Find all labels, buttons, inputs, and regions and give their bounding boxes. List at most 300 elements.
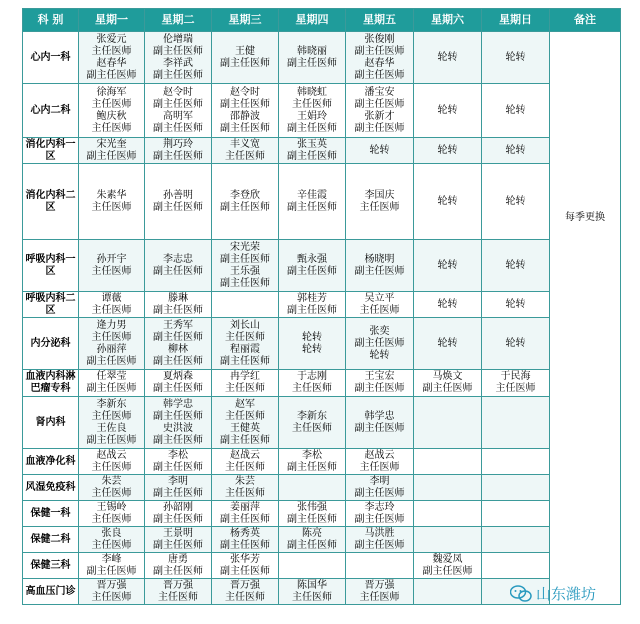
cell-text: 伦增瑞 (163, 33, 193, 45)
dept-name: 消化内科二区 (23, 164, 79, 240)
table-row (23, 397, 621, 449)
cell-text: 主任医师 (225, 591, 265, 603)
schedule-cell (279, 370, 346, 397)
cell-text: 赵令时 (163, 86, 193, 98)
table-row (23, 501, 621, 527)
cell-text: 主任医师 (91, 591, 132, 603)
header-wed: 星期三 (212, 9, 279, 32)
schedule-cell (145, 138, 212, 164)
cell-text: 副主任医师 (354, 513, 405, 525)
cell-text: 主任医师 (91, 98, 132, 110)
header-sun: 星期日 (482, 9, 550, 32)
schedule-cell (346, 449, 414, 475)
schedule-cell (279, 164, 346, 240)
table-row (23, 138, 621, 164)
cell-text: 宋光奎 (96, 138, 127, 150)
cell-text: 冉学红 (230, 371, 260, 382)
cell-text: 副主任医师 (220, 434, 270, 446)
schedule-cell (145, 553, 212, 579)
header-row (23, 9, 621, 32)
cell-text: 朱素华 (96, 189, 127, 201)
schedule-cell (212, 164, 279, 240)
cell-text: 主任医师 (225, 461, 265, 473)
cell-text: 轮转 (437, 259, 458, 271)
cell-text: 王锡岭 (96, 501, 127, 513)
cell-text: 副主任医师 (153, 304, 203, 316)
cell-text: 于志刚 (297, 371, 327, 382)
cell-text: 张俊刚 (364, 33, 395, 45)
cell-text: 副主任医师 (220, 253, 270, 265)
cell-text: 副主任医师 (153, 539, 203, 551)
cell-text: 李松 (168, 449, 188, 461)
table-row (23, 475, 621, 501)
cell-text: 邵静波 (230, 110, 260, 122)
schedule-cell (482, 553, 550, 579)
cell-text: 史洪波 (163, 422, 193, 434)
schedule-cell (279, 240, 346, 292)
cell-text: 赵战云 (364, 449, 395, 461)
cell-text: 李国庆 (364, 189, 395, 201)
cell-text: 鲍庆秋 (96, 110, 127, 122)
schedule-cell (212, 318, 279, 370)
cell-text: 主任医师 (91, 265, 132, 277)
cell-text: 轮转 (505, 144, 526, 156)
cell-text: 副主任医师 (287, 265, 337, 277)
table-row (23, 449, 621, 475)
cell-text: 马焕文 (432, 371, 463, 382)
schedule-cell (145, 240, 212, 292)
cell-text: 主任医师 (91, 331, 132, 343)
schedule-cell (145, 370, 212, 397)
schedule-cell (212, 527, 279, 553)
cell-text: 韩晓虹 (297, 86, 327, 98)
cell-text: 朱芸 (235, 475, 255, 487)
cell-text: 王乐强 (230, 265, 260, 277)
schedule-cell (346, 164, 414, 240)
cell-text: 王健 (235, 45, 255, 57)
cell-text: 谭薇 (101, 292, 122, 304)
cell-text: 轮转 (437, 144, 458, 156)
cell-text: 陈亮 (302, 527, 322, 539)
schedule-cell (212, 292, 279, 318)
schedule-cell (145, 449, 212, 475)
dept-name: 保健一科 (23, 501, 79, 527)
cell-text: 姜丽萍 (230, 501, 260, 513)
table-row (23, 292, 621, 318)
cell-text: 副主任医师 (220, 355, 270, 367)
cell-text: 张新才 (364, 110, 395, 122)
schedule-cell (346, 138, 414, 164)
cell-text: 副主任医师 (153, 45, 203, 57)
cell-text: 张良 (101, 527, 122, 539)
cell-text: 滕琳 (168, 292, 188, 304)
schedule-cell (212, 475, 279, 501)
dept-name: 保健三科 (23, 553, 79, 579)
dept-name: 呼吸内科一区 (23, 240, 79, 292)
schedule-cell (79, 579, 145, 605)
cell-text: 轮转 (437, 195, 458, 207)
cell-text: 李松 (302, 449, 322, 461)
schedule-cell (346, 318, 414, 370)
dept-name: 保健二科 (23, 527, 79, 553)
schedule-cell (346, 527, 414, 553)
schedule-cell (279, 292, 346, 318)
cell-text: 轮转 (505, 104, 526, 116)
cell-text: 主任医师 (359, 591, 400, 603)
cell-text: 王宝宏 (364, 371, 395, 382)
cell-text: 主任医师 (91, 304, 132, 316)
cell-text: 主任医师 (292, 383, 332, 394)
dept-name: 消化内科一区 (23, 138, 79, 164)
schedule-cell (346, 292, 414, 318)
cell-text: 主任医师 (91, 513, 132, 525)
cell-text: 轮转 (302, 331, 322, 343)
cell-text: 主任医师 (495, 383, 536, 394)
cell-text: 韩晓丽 (297, 45, 327, 57)
cell-text: 李峰 (101, 553, 122, 565)
dept-name: 心内二科 (23, 84, 79, 138)
cell-text: 李志忠 (163, 253, 193, 265)
cell-text: 副主任医师 (86, 383, 137, 394)
cell-text: 杨晓明 (364, 253, 395, 265)
cell-text: 孙韶刚 (163, 501, 193, 513)
schedule-cell (279, 138, 346, 164)
cell-text: 副主任医师 (220, 565, 270, 577)
schedule-cell (346, 397, 414, 449)
cell-text: 王秀军 (163, 319, 193, 331)
schedule-cell (346, 32, 414, 84)
cell-text: 赵军 (235, 398, 255, 410)
cell-text: 晋万强 (230, 579, 260, 591)
header-mon: 星期一 (79, 9, 145, 32)
schedule-cell (414, 527, 482, 553)
schedule-cell (279, 527, 346, 553)
cell-text: 徐海军 (96, 86, 127, 98)
schedule-cell (482, 84, 550, 138)
table-row (23, 32, 621, 84)
cell-text: 副主任医师 (220, 201, 270, 213)
schedule-cell (145, 292, 212, 318)
cell-text: 副主任医师 (287, 513, 337, 525)
schedule-cell (79, 318, 145, 370)
cell-text: 主任医师 (292, 98, 332, 110)
cell-text: 李登欣 (230, 189, 260, 201)
schedule-cell (482, 164, 550, 240)
schedule-cell (414, 164, 482, 240)
header-fri: 星期五 (346, 9, 414, 32)
cell-text: 副主任医师 (153, 331, 203, 343)
cell-text: 副主任医师 (287, 122, 337, 134)
cell-text: 李祥武 (163, 57, 193, 69)
cell-text: 副主任医师 (153, 513, 203, 525)
cell-text: 辛佳霞 (297, 189, 327, 201)
cell-text: 副主任医师 (354, 45, 405, 57)
cell-text: 高明军 (163, 110, 193, 122)
watermark (510, 583, 596, 604)
dept-name: 肾内科 (23, 397, 79, 449)
schedule-cell (279, 318, 346, 370)
schedule-cell (145, 84, 212, 138)
cell-text: 赵春华 (96, 57, 127, 69)
cell-text: 轮转 (437, 104, 458, 116)
cell-text: 主任医师 (359, 304, 400, 316)
cell-text: 孙开宇 (96, 253, 127, 265)
cell-text: 副主任医师 (153, 122, 203, 134)
cell-text: 主任医师 (359, 461, 400, 473)
cell-text: 孙丽萍 (96, 343, 127, 355)
schedule-cell (414, 138, 482, 164)
cell-text: 晋万强 (364, 579, 395, 591)
schedule-cell (482, 32, 550, 84)
cell-text: 副主任医师 (86, 434, 137, 446)
cell-text: 副主任医师 (153, 410, 203, 422)
schedule-cell (79, 370, 145, 397)
table-row (23, 527, 621, 553)
cell-text: 副主任医师 (354, 539, 405, 551)
cell-text: 郭桂芳 (297, 292, 327, 304)
cell-text: 李明 (369, 475, 390, 487)
cell-text: 甄永强 (297, 253, 327, 265)
cell-text: 丰义宽 (230, 138, 260, 150)
schedule-cell (414, 32, 482, 84)
cell-text: 主任医师 (225, 383, 265, 394)
cell-text: 副主任医师 (153, 98, 203, 110)
schedule-cell (145, 318, 212, 370)
cell-text: 副主任医师 (153, 565, 203, 577)
cell-text: 副主任医师 (354, 122, 405, 134)
cell-text: 副主任医师 (153, 265, 203, 277)
cell-text: 晋万强 (96, 579, 127, 591)
cell-text: 主任医师 (91, 539, 132, 551)
cell-text: 副主任医师 (287, 539, 337, 551)
cell-text: 主任医师 (91, 122, 132, 134)
schedule-body (23, 32, 621, 605)
cell-text: 副主任医师 (153, 201, 203, 213)
cell-text: 轮转 (302, 343, 322, 355)
cell-text: 副主任医师 (354, 337, 405, 349)
schedule-table (22, 8, 621, 605)
table-row (23, 164, 621, 240)
schedule-cell (482, 138, 550, 164)
schedule-cell (279, 475, 346, 501)
schedule-cell (79, 138, 145, 164)
header-remark: 备注 (550, 9, 621, 32)
cell-text: 任翠莹 (96, 371, 127, 382)
schedule-cell (145, 475, 212, 501)
cell-text: 副主任医师 (153, 383, 203, 394)
cell-text: 李新东 (297, 410, 327, 422)
schedule-cell (482, 292, 550, 318)
schedule-cell (279, 501, 346, 527)
cell-text: 王佐良 (96, 422, 127, 434)
cell-text: 晋万强 (163, 579, 193, 591)
schedule-cell (279, 449, 346, 475)
schedule-cell (145, 164, 212, 240)
schedule-cell (482, 501, 550, 527)
header-dept: 科 别 (23, 9, 79, 32)
cell-text: 逄力男 (96, 319, 127, 331)
dept-name: 血液净化科 (23, 449, 79, 475)
cell-text: 副主任医师 (354, 487, 405, 499)
schedule-cell (482, 318, 550, 370)
table-row (23, 370, 621, 397)
cell-text: 副主任医师 (220, 539, 270, 551)
cell-text: 朱芸 (101, 475, 122, 487)
schedule-cell (482, 397, 550, 449)
cell-text: 宋光荣 (230, 241, 260, 253)
schedule-cell (346, 240, 414, 292)
header-thu: 星期四 (279, 9, 346, 32)
remark-text: 每季更换 (565, 212, 605, 223)
schedule-cell (414, 318, 482, 370)
cell-text: 副主任医师 (153, 69, 203, 81)
cell-text: 夏炳森 (163, 371, 193, 382)
cell-text: 副主任医师 (220, 57, 270, 69)
cell-text: 副主任医师 (287, 150, 337, 162)
cell-text: 副主任医师 (287, 201, 337, 213)
cell-text: 副主任医师 (220, 513, 270, 525)
cell-text: 程丽霞 (230, 343, 260, 355)
schedule-cell (145, 397, 212, 449)
schedule-cell (212, 32, 279, 84)
cell-text: 韩学忠 (163, 398, 193, 410)
schedule-cell (346, 501, 414, 527)
cell-text: 副主任医师 (86, 565, 137, 577)
schedule-cell (346, 475, 414, 501)
cell-text: 孙善明 (163, 189, 193, 201)
schedule-cell (482, 527, 550, 553)
cell-text: 副主任医师 (354, 422, 405, 434)
schedule-cell (414, 397, 482, 449)
cell-text: 副主任医师 (220, 277, 270, 289)
cell-text: 副主任医师 (287, 57, 337, 69)
cell-text: 轮转 (369, 144, 390, 156)
cell-text: 潘宝安 (364, 86, 395, 98)
cell-text: 轮转 (505, 259, 526, 271)
schedule-cell (212, 84, 279, 138)
remark-cell (550, 32, 621, 605)
cell-text: 杨秀英 (230, 527, 260, 539)
cell-text: 副主任医师 (422, 565, 473, 577)
cell-text: 李明 (168, 475, 188, 487)
cell-text: 副主任医师 (354, 98, 405, 110)
schedule-cell (79, 527, 145, 553)
schedule-cell (414, 579, 482, 605)
schedule-cell (279, 397, 346, 449)
header-tue: 星期二 (145, 9, 212, 32)
schedule-cell (79, 397, 145, 449)
cell-text: 副主任医师 (287, 304, 337, 316)
cell-text: 韩学忠 (364, 410, 395, 422)
cell-text: 副主任医师 (86, 69, 137, 81)
cell-text: 副主任医师 (354, 383, 405, 394)
table-row (23, 240, 621, 292)
cell-text: 主任医师 (91, 487, 132, 499)
cell-text: 张爱元 (96, 33, 127, 45)
cell-text: 副主任医师 (287, 461, 337, 473)
cell-text: 李志玲 (364, 501, 395, 513)
schedule-cell (346, 84, 414, 138)
schedule-cell (212, 240, 279, 292)
schedule-cell (346, 553, 414, 579)
schedule-cell (212, 370, 279, 397)
schedule-cell (279, 32, 346, 84)
schedule-cell (79, 475, 145, 501)
cell-text: 张伟强 (297, 501, 327, 513)
cell-text: 张奕 (369, 325, 390, 337)
cell-text: 赵战云 (96, 449, 127, 461)
schedule-cell (482, 475, 550, 501)
cell-text: 主任医师 (225, 487, 265, 499)
schedule-cell (414, 370, 482, 397)
cell-text: 赵令时 (230, 86, 260, 98)
dept-name: 风湿免疫科 (23, 475, 79, 501)
schedule-cell (279, 84, 346, 138)
cell-text: 张华芳 (230, 553, 260, 565)
schedule-cell (212, 449, 279, 475)
schedule-cell (79, 164, 145, 240)
cell-text: 主任医师 (91, 45, 132, 57)
cell-text: 轮转 (505, 51, 526, 63)
cell-text: 副主任医师 (86, 150, 137, 162)
wechat-icon (510, 585, 532, 603)
schedule-cell (346, 579, 414, 605)
schedule-cell (414, 501, 482, 527)
dept-name: 心内一科 (23, 32, 79, 84)
cell-text: 主任医师 (225, 410, 265, 422)
cell-text: 副主任医师 (422, 383, 473, 394)
schedule-cell (482, 449, 550, 475)
dept-name: 血液内科淋巴瘤专科 (23, 370, 79, 397)
cell-text: 轮转 (369, 349, 390, 361)
table-row (23, 318, 621, 370)
cell-text: 副主任医师 (86, 355, 137, 367)
schedule-cell (414, 475, 482, 501)
schedule-cell (79, 240, 145, 292)
cell-text: 副主任医师 (354, 69, 405, 81)
dept-name: 高血压门诊 (23, 579, 79, 605)
table-row (23, 84, 621, 138)
cell-text: 于民海 (500, 371, 531, 382)
cell-text: 轮转 (505, 195, 526, 207)
schedule-cell (79, 449, 145, 475)
cell-text: 副主任医师 (153, 150, 203, 162)
schedule-cell (79, 553, 145, 579)
cell-text: 主任医师 (359, 201, 400, 213)
cell-text: 副主任医师 (153, 434, 203, 446)
cell-text: 轮转 (437, 298, 458, 310)
cell-text: 主任医师 (292, 422, 332, 434)
header-sat: 星期六 (414, 9, 482, 32)
schedule-cell (279, 553, 346, 579)
schedule-cell (414, 292, 482, 318)
schedule-cell (212, 501, 279, 527)
cell-text: 赵战云 (230, 449, 260, 461)
cell-text: 主任医师 (91, 461, 132, 473)
cell-text: 吴立平 (364, 292, 395, 304)
cell-text: 李新东 (96, 398, 127, 410)
cell-text: 主任医师 (292, 591, 332, 603)
schedule-cell (482, 370, 550, 397)
schedule-cell (414, 84, 482, 138)
schedule-cell (414, 240, 482, 292)
cell-text: 副主任医师 (220, 122, 270, 134)
schedule-cell (79, 292, 145, 318)
cell-text: 唐勇 (168, 553, 188, 565)
cell-text: 轮转 (437, 51, 458, 63)
cell-text: 张玉英 (297, 138, 327, 150)
cell-text: 副主任医师 (354, 265, 405, 277)
